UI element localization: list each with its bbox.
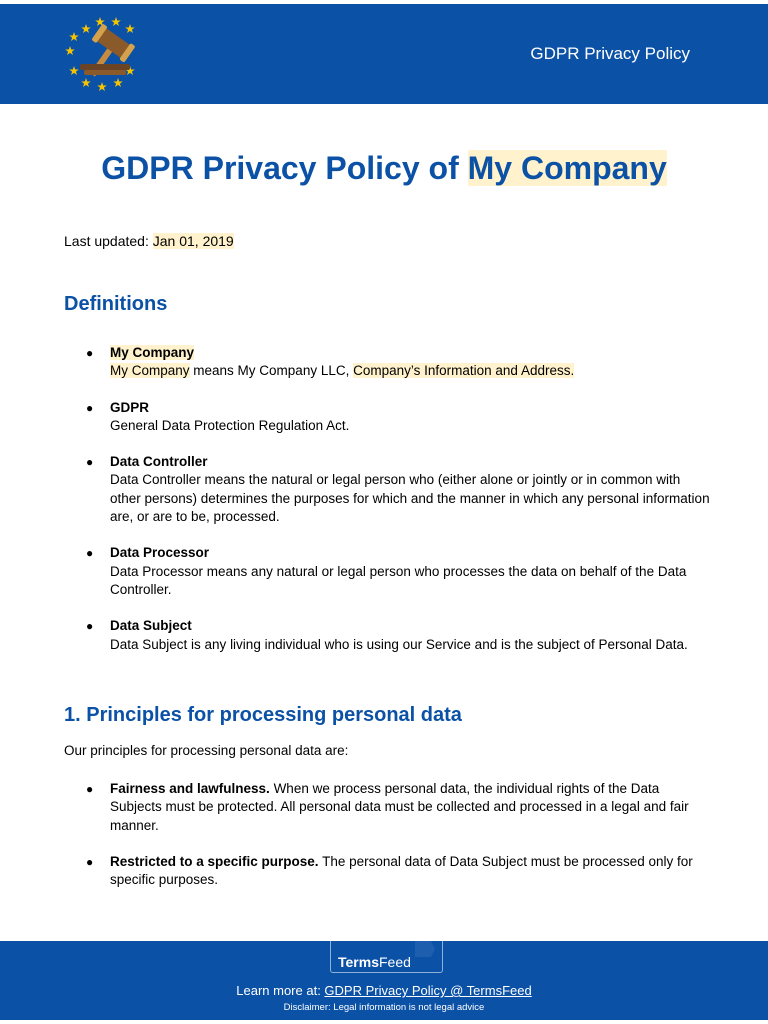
bullet-icon: ● [86,400,94,415]
principle-desc: When we process personal data, the individual rights of the Data Subjects must be protected. All personal data must be collected and processed in a legal and fair manner. [110,781,689,833]
definition-term: Data Controller [110,454,208,470]
termsfeed-logo[interactable] [330,941,443,973]
definition-item [0,617,768,654]
bullet-icon: ● [86,346,94,360]
definition-term: My Company [110,345,195,360]
definition-desc: General Data Protection Regulation Act. [110,417,350,433]
last-updated-date: Jan 01, 2019 [152,233,234,249]
brand-feed: Feed [378,954,411,970]
last-updated [64,233,234,249]
bullet-icon: ● [86,455,94,470]
disclaimer: Disclaimer: Legal information is not legal advice [283,1002,485,1013]
principles-intro: Our principles for processing personal data are: [64,743,349,758]
principles-heading: 1. Principles for processing personal data [64,704,462,726]
header-title: GDPR Privacy Policy [530,44,690,63]
gavel-logo-icon [62,14,158,96]
principles-list [0,780,768,889]
definition-desc-address: Company’s Information and Address. [353,363,575,379]
title-prefix: GDPR Privacy Policy of [101,150,468,186]
page-footer [0,941,768,1020]
definitions-heading: Definitions [64,293,168,315]
principle-term: Restricted to a specific purpose. [110,853,319,869]
definition-desc: Data Controller means the natural or legal person who (either alone or jointly or in common with other persons) determines the purposes for which and the manner in which any personal information are, or are to be, processed. [110,472,710,525]
definition-item [0,399,768,436]
definitions-list [0,344,768,654]
principle-item [0,780,768,835]
bullet-icon: ● [86,546,94,561]
learn-more-label: Learn more at: [236,983,325,998]
bullet-icon: ● [86,619,94,634]
principle-term: Fairness and lawfulness. [110,781,270,796]
learn-more [0,983,768,998]
last-updated-label: Last updated: [64,233,153,249]
definition-desc: Data Processor means any natural or legal person who processes the data on behalf of the Data Controller. [110,563,687,597]
definition-term: Data Subject [110,618,192,634]
termsfeed-wordmark [338,954,411,970]
brand-terms: Terms [338,954,379,970]
principle-desc: The personal data of Data Subject must be processed only for specific purposes. [110,853,693,888]
definition-item [0,544,768,599]
bullet-icon: ● [86,782,94,796]
definition-term: Data Processor [110,545,210,561]
definition-item [0,453,768,526]
definition-desc-company: My Company [110,363,190,379]
title-company: My Company [467,150,667,186]
definition-item [0,344,768,381]
definition-term: GDPR [110,399,150,415]
principle-item [0,853,768,890]
definition-desc: means My Company LLC, [189,363,354,379]
bullet-icon: ● [86,854,94,869]
learn-more-link[interactable]: GDPR Privacy Policy @ TermsFeed [324,983,532,998]
page-header [0,4,768,104]
definition-desc: Data Subject is any living individual who is using our Service and is the subject of Personal Data. [110,636,688,652]
document-title [0,150,768,187]
